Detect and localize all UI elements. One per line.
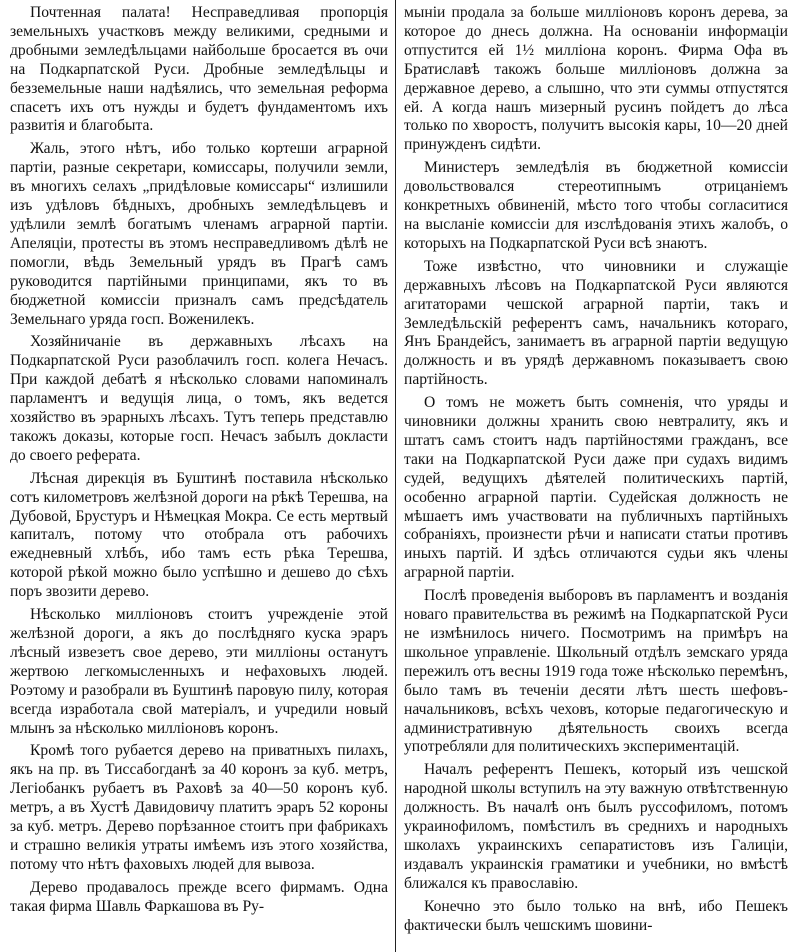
- paragraph: Тоже извѣстно, что чиновники и служащіе державныхъ лѣсовъ на Подкарпатской Руси являются агитаторами чешской аграрной партіи, такъ и Земледѣльскій референтъ самъ, начальникъ котораго, Янъ Брандейсъ, занимаетъ въ аграрной партіи ведущую должность и въ урядѣ державномъ показываетъ свою партійность.: [404, 257, 788, 389]
- paragraph: О томъ не можетъ быть сомненія, что уряды и чиновники должны хранить свою невтралиту, якъ и штатъ самъ стоитъ надъ партійностями гражданъ, все таки на Подкарпатской Руси даже при судахъ видимъ судей, ведущихъ дѣятелей политическихъ партій, особенно аграрной партіи. Судейская должность не мѣшаетъ имъ участвовати на публичныхъ партійныхъ собраніяхъ, произнести рѣчи и написати статьи противъ иныхъ партій. И здѣсь отличаются судьи якъ члены аграрной партіи.: [404, 394, 788, 582]
- right-column: [404, 4, 788, 952]
- paragraph: Нѣсколько милліоновъ стоитъ учрежденіе этой желѣзной дороги, а якъ до послѣдняго куска эраръ лѣсный извезетъ свое дерево, эти милліоны останутъ жертвою легкомысленныхъ и нефаховыхъ людей. Роэтому и разобрали въ Буштинѣ паровую пилу, которая всегда изработала свой матеріалъ, и учредили новый млынъ за нѣсколько милліоновъ коронъ.: [10, 606, 388, 737]
- paragraph: Хозяйничаніе въ державныхъ лѣсахъ на Подкарпатской Руси разоблачилъ госп. колега Нечасъ. При каждой дебатѣ я нѣсколько словами напоминалъ парламентъ и ведущія лица, о томъ, якъ ведется хозяйство въ эрарныхъ лѣсахъ. Тутъ теперь представлю такожъ доказы, которые госп. Нечасъ забылъ докласти до своего реферата.: [10, 333, 388, 464]
- paragraph: Лѣсная дирекція въ Буштинѣ поставила нѣсколько сотъ километровъ желѣзной дороги на рѣкѣ Терешва, на Дубовой, Брустуръ и Нѣмецкая Мокра. Се есть мертвый капиталъ, потому что отобрала отъ рабочихъ ежедневный хлѣбъ, ибо тамъ есть рѣка Терешва, которой рѣкой можно было успѣшно и дешево до сѣхъ поръ звозити дерево.: [10, 469, 388, 601]
- paragraph: Почтенная палата! Несправедливая пропорція земельныхъ участковъ между великими, средными и дробными земледѣльцами найбольше бросается въ очи на Подкарпатской Руси. Дробные земледѣльцы и безземельные наши надѣялись, что земельная реформа спасетъ ихъ отъ нужды и будетъ фундаментомъ ихъ развитія и благобыта.: [10, 4, 388, 135]
- paragraph: Жаль, этого нѣтъ, ибо только кортеши аграрной партіи, разные секретари, комиссары, получили земли, въ многихъ селахъ „придѣловые комиссары“ излишили изъ удѣловъ бѣдныхъ, дробныхъ земледѣльцевъ и удѣлили землѣ богатымъ членамъ аграрной партіи. Апеляціи, протесты въ этомъ несправедливомъ дѣлѣ не помогли, вѣдь Земельный урядъ въ Прагѣ самъ руководится партійными принципами, якъ то въ бюджетной комиссіи призналъ самъ предсѣдатель Земельнаго уряда госп. Воженилекъ.: [10, 140, 388, 328]
- column-divider: [395, 0, 396, 952]
- paragraph: Дерево продавалось прежде всего фирмамъ. Одна такая фирма Шавль Фаркашова въ Ру-: [10, 878, 388, 915]
- paragraph: Кромѣ того рубается дерево на приватныхъ пилахъ, якъ на пр. въ Тиссабогданѣ за 40 коронъ за куб. метръ, Легіобанкъ рубаетъ въ Раховѣ за 40—50 коронъ куб. метръ, а въ Хустѣ Давидовичу платитъ эраръ 52 короны за куб. метръ. Дерево порѣзанное стоитъ при фабрикахъ и страшно великія утраты имѣемъ изъ этого хозяйства, потому что нѣтъ фаховыхъ людей для вывоза.: [10, 742, 388, 873]
- left-column: [10, 4, 388, 952]
- paragraph: Конечно это было только на внѣ, ибо Пешекъ фактически былъ чешскимъ шовини-: [404, 897, 788, 934]
- paragraph: Министеръ земледѣлія въ бюджетной комиссіи довольствовался стереотипнымъ отрицаніемъ конкретныхъ обвиненій, мѣсто того чтобы согласитися на высланіе комиссіи для изслѣдованія этихъ жалобъ, о которыхъ на Подкарпатской Руси всѣ знаютъ.: [404, 159, 788, 252]
- continued-paragraph: мыніи продала за больше милліоновъ коронъ дерева, за которое до днесь должна. На основаніи информаціи отпустится ей 1½ милліона коронъ. Фирма Офа въ Братиславѣ такожъ больше милліоновъ должна за державное дерево, а слышно, что эти суммы отпустятся ей. А когда нашъ мизерный русинъ пойдетъ до лѣса только по хворостъ, получитъ высокія кары, 10—20 дней принужденъ сидѣти.: [404, 4, 788, 154]
- paragraph: Началъ референтъ Пешекъ, который изъ чешской народной школы вступилъ на эту важную отвѣтственную должность. Въ началѣ онъ былъ руссофиломъ, потомъ украинофиломъ, помѣстилъ въ среднихъ и народныхъ школахъ украинскихъ сепаратистовъ изъ Галиціи, издавалъ украинскія граматики и учебники, но вмѣстѣ ближался къ православію.: [404, 761, 788, 892]
- paragraph: Послѣ проведенія выборовъ въ парламентъ и возданія новаго правительства въ режимѣ на Подкарпатской Руси не измѣнилось ничего. Посмотримъ на примѣръ на школьное управленіе. Школьный отдѣлъ земскаго уряда пережилъ отъ весны 1919 года тоже нѣсколько перемѣнъ, было тамъ въ теченіи десяти лѣтъ шесть шефовъ-начальниковъ, всѣхъ чеховъ, которые педагогическую и административную дѣятельность своихъ всегда употребляли для политическихъ экспериментацій.: [404, 587, 788, 756]
